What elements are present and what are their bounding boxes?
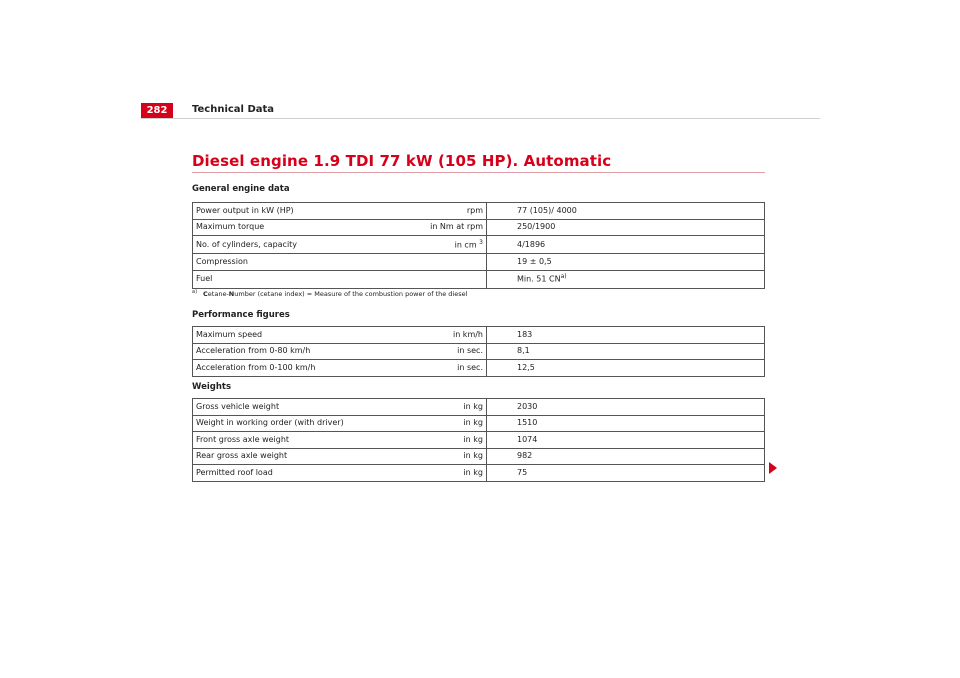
footnote-c-rest: etane- [207, 290, 229, 299]
row-value: 4/1896 [487, 236, 765, 254]
row-value: 8,1 [487, 343, 765, 360]
row-label: Acceleration from 0-80 km/h [193, 343, 425, 360]
row-unit: in kg [424, 399, 487, 416]
value-text: Min. 51 CN [517, 274, 561, 284]
header-divider [141, 118, 820, 119]
row-unit: in sec. [424, 360, 487, 377]
row-unit: in kg [424, 432, 487, 449]
row-label: No. of cylinders, capacity [193, 236, 425, 254]
table-row [193, 203, 765, 220]
row-value: 250/1900 [487, 219, 765, 236]
title-divider [192, 172, 765, 173]
row-unit: in sec. [424, 343, 487, 360]
row-unit [424, 270, 487, 288]
row-value: 1510 [487, 415, 765, 432]
page-number: 282 [141, 103, 173, 118]
row-label: Permitted roof load [193, 465, 425, 482]
row-label: Weight in working order (with driver) [193, 415, 425, 432]
row-value: 2030 [487, 399, 765, 416]
row-unit: in kg [424, 465, 487, 482]
row-unit: in km/h [424, 327, 487, 344]
header-title: Technical Data [192, 104, 275, 115]
row-unit: rpm [424, 203, 487, 220]
table-row [193, 254, 765, 271]
unit-text: in cm [454, 240, 477, 250]
table-row [193, 415, 765, 432]
row-unit [424, 254, 487, 271]
row-unit: in kg [424, 415, 487, 432]
footnote-marker: a) [192, 289, 198, 295]
footnote-n-rest: umber (cetane index) = Measure of the combustion power of the diesel [234, 290, 468, 299]
unit-superscript: 3 [479, 238, 483, 246]
row-value: 982 [487, 448, 765, 465]
table-row [193, 219, 765, 236]
row-unit: in Nm at rpm [424, 219, 487, 236]
row-value: 12,5 [487, 360, 765, 377]
table-row [193, 327, 765, 344]
row-label: Maximum torque [193, 219, 425, 236]
row-value: 183 [487, 327, 765, 344]
row-label: Front gross axle weight [193, 432, 425, 449]
row-label: Rear gross axle weight [193, 448, 425, 465]
row-value: 77 (105)/ 4000 [487, 203, 765, 220]
table-row [193, 270, 765, 288]
section-title-performance: Performance figures [192, 310, 290, 320]
page-title: Diesel engine 1.9 TDI 77 kW (105 HP). Automatic [192, 152, 612, 170]
table-row [193, 465, 765, 482]
performance-table [192, 326, 765, 377]
section-title-general: General engine data [192, 184, 290, 194]
table-row [193, 432, 765, 449]
row-value: 1074 [487, 432, 765, 449]
row-unit [424, 236, 487, 254]
footnote-n-letter: N [228, 290, 235, 299]
table-row [193, 399, 765, 416]
general-engine-table [192, 202, 765, 289]
footnote [192, 289, 467, 298]
row-value: 19 ± 0,5 [487, 254, 765, 271]
row-label: Power output in kW (HP) [193, 203, 425, 220]
table-row [193, 448, 765, 465]
row-label: Acceleration from 0-100 km/h [193, 360, 425, 377]
row-unit: in kg [424, 448, 487, 465]
weights-table [192, 398, 765, 482]
row-label: Gross vehicle weight [193, 399, 425, 416]
table-row [193, 360, 765, 377]
row-label: Fuel [193, 270, 425, 288]
table-row [193, 343, 765, 360]
footnote-reference: a) [560, 273, 567, 281]
table-row [193, 236, 765, 254]
footnote-c-letter: C [203, 290, 208, 299]
section-title-weights: Weights [192, 382, 232, 392]
row-value: 75 [487, 465, 765, 482]
triangle-right-icon[interactable] [769, 462, 777, 474]
row-label: Maximum speed [193, 327, 425, 344]
row-label: Compression [193, 254, 425, 271]
row-value [487, 270, 765, 288]
